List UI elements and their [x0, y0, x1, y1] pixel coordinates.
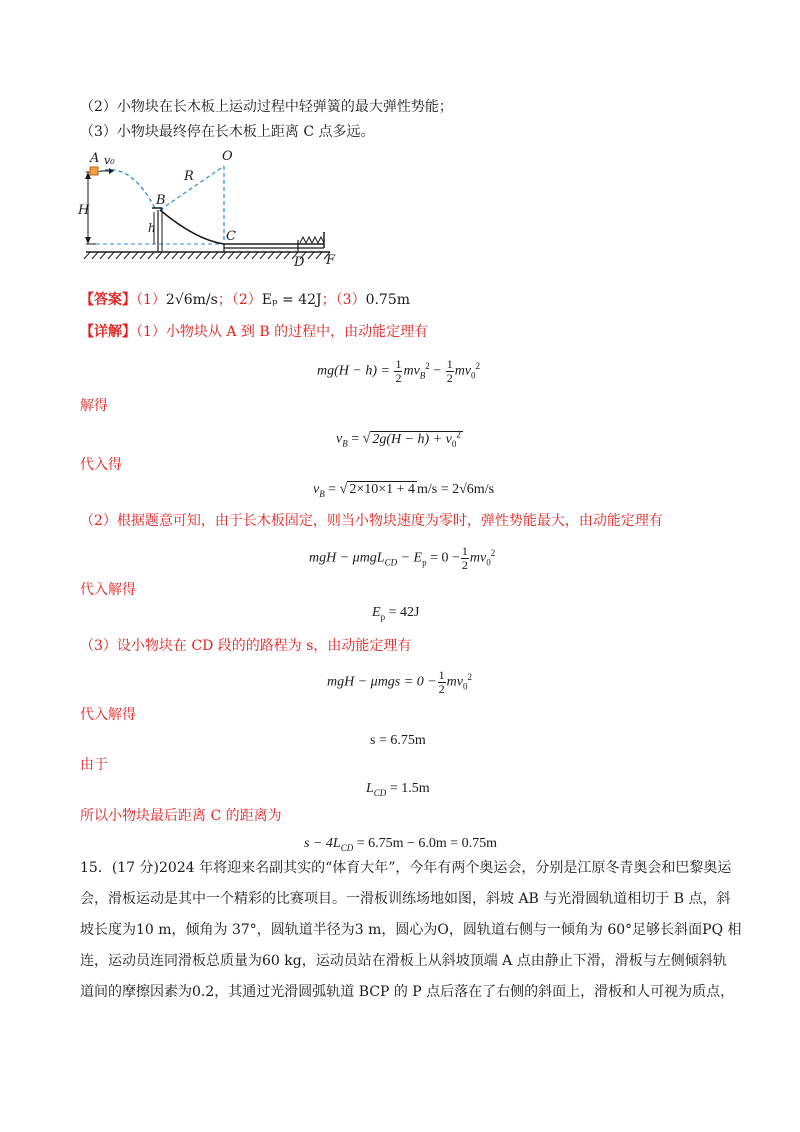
label-C: C [226, 229, 236, 244]
equation-3: $v_B$ = √ 2×10×1 + 4 m/s = 2√6m/s [313, 482, 495, 499]
conclusion: 所以小物块最后距离 C 的距离为 [80, 808, 282, 824]
q15-line-1: 15．(17 分)2024 年将迎来名副其实的“体育大年”，今年有两个奥运会，分别是江原冬青奥会和巴黎奥运 [80, 860, 732, 876]
since-label: 由于 [80, 757, 108, 773]
detail-step-1: 【详解】（1）小物块从 A 到 B 的过程中，由动能定理有 [80, 324, 429, 340]
q15-line-3: 坡长度为10 m，倾角为 37°，圆轨道半径为3 m，圆心为O，圆轨道右侧与一倾角为 60°足够长斜面PQ 相 [80, 922, 742, 938]
H-arrow-down [85, 237, 91, 244]
answer-1: 2√6m/s [165, 292, 218, 308]
block-A [90, 167, 98, 175]
label-A: A [90, 151, 100, 166]
label-H: H [78, 203, 90, 218]
arc-BC [160, 210, 224, 244]
equation-1: mg(H − h) = $\frac{1}{2}$ $mv_B^2$ − $\frac{1}{2}$ $mv_0^2$ [317, 356, 481, 385]
substitute-1: 代入得 [80, 457, 122, 473]
label-F: F [326, 253, 336, 268]
q15-line-2: 会，滑板运动是其中一个精彩的比赛项目。一滑板训练场地如图，斜坡 AB 与光滑圆轨道相切于 B 点，斜 [80, 891, 731, 907]
solve-3: 代入解得 [80, 707, 136, 723]
projectile-path [98, 170, 156, 210]
equation-4: mgH − $\mu mgL_{CD} - E_p = 0$ − $\frac{1}{2}$ $mv_0^2$ [309, 543, 496, 572]
question-3: （3）小物块最终停在长木板上距离 C 点多远。 [80, 124, 375, 140]
equation-5: $E_p = 42J$ [372, 605, 420, 622]
equation-9: $s - 4L_{CD} = 6.75m - 6.0m = 0.75m$ [304, 836, 498, 853]
spring [300, 237, 324, 243]
label-O: O [222, 149, 233, 164]
equation-7: s = 6.75m [370, 733, 426, 748]
answer-line: 【答案】（1）2√6m/s；（2）Eₚ = 42J；（3）0.75m [80, 292, 411, 308]
detail-step-3: （3）设小物块在 CD 段的的路程为 s，由动能定理有 [80, 638, 412, 654]
detail-label: 【详解】 [80, 324, 136, 340]
physics-diagram [78, 148, 348, 268]
equation-8: $L_{CD} = 1.5m$ [366, 781, 430, 798]
solve-2: 代入解得 [80, 582, 136, 598]
solve-1: 解得 [80, 398, 108, 414]
equation-6: mgH − μmgs = 0 − $\frac{1}{2}$ $mv_0^2$ [327, 667, 472, 696]
label-v0: v₀ [104, 154, 115, 167]
q15-line-4: 连，运动员连同滑板总质量为60 kg，运动员站在滑板上从斜坡顶端 A 点由静止下滑，滑板与左侧倾斜轨 [80, 953, 727, 969]
answer-3: 0.75m [365, 292, 411, 308]
question-2: （2）小物块在长木板上运动过程中轻弹簧的最大弹性势能； [80, 99, 453, 115]
label-h: h [148, 221, 156, 235]
answer-label: 【答案】 [80, 292, 136, 308]
label-B: B [156, 193, 166, 208]
label-R: R [184, 169, 194, 184]
label-D: D [294, 255, 305, 268]
answer-2: Eₚ = 42J [261, 292, 322, 308]
q15-line-5: 道间的摩擦因素为0.2，其通过光滑圆弧轨道 BCP 的 P 点后落在了右侧的斜面上，滑板和人可视为质点， [80, 984, 735, 1000]
v0-arrow-head [109, 168, 114, 174]
detail-step-2: （2）根据题意可知，由于长木板固定，则当小物块速度为零时，弹性势能最大，由动能定理有 [80, 513, 663, 529]
equation-2: $v_B$ = √ $2g(H - h) + v_0^2$ [336, 429, 461, 449]
